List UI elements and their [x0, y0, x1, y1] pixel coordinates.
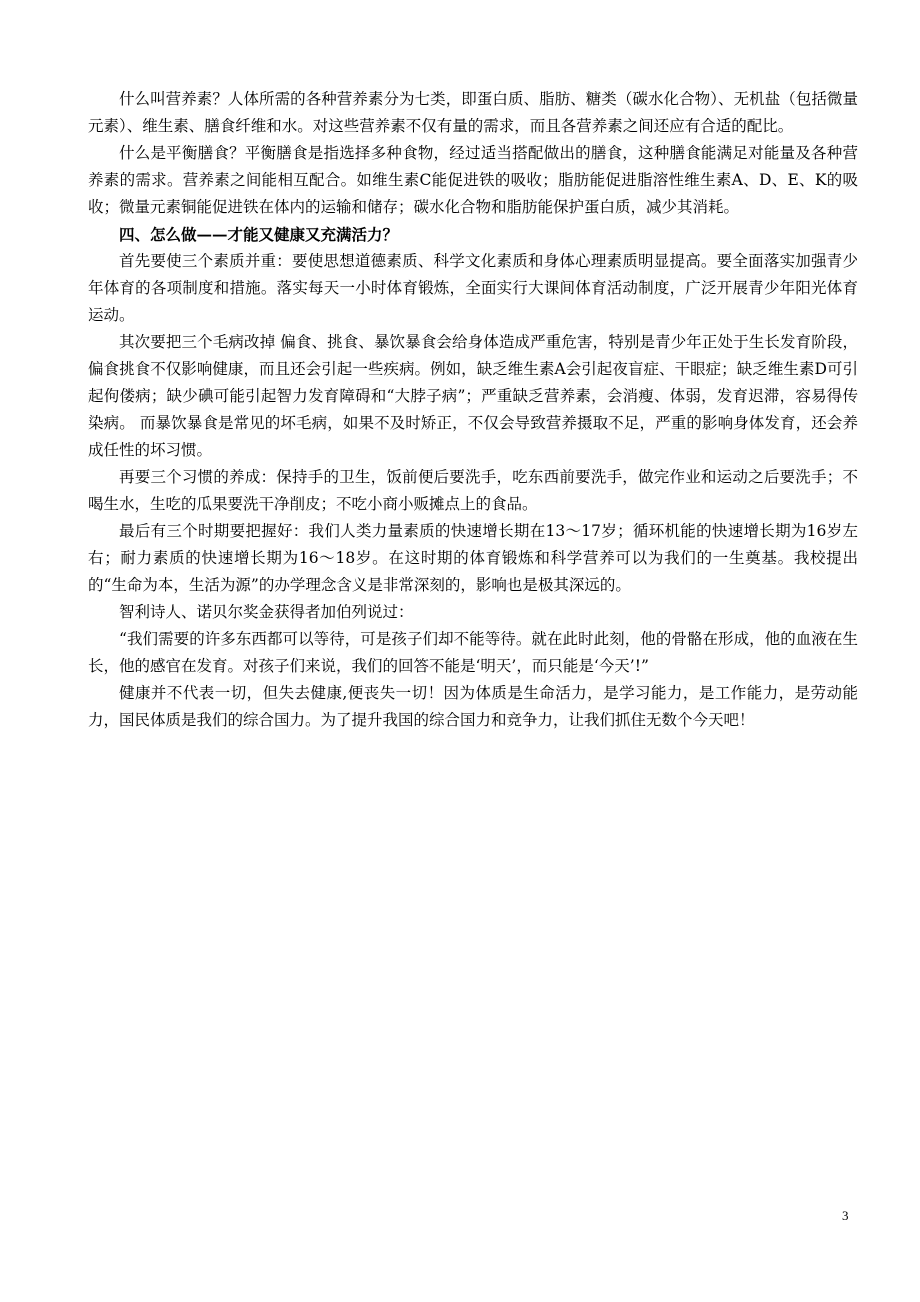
section-heading: 四、怎么做——才能又健康又充满活力？ [119, 225, 399, 244]
document-body [88, 86, 858, 734]
paragraph-balanced-diet: 什么是平衡膳食？平衡膳食是指选择多种食物，经过适当搭配做出的膳食，这种膳食能满足对能量及各种营养素的需求。营养素之间能相互配合。如维生素C能促进铁的吸收；脂肪能促进脂溶性维生素A、D、E、K的吸收；微量元素铜能促进铁在体内的运输和储存；碳水化合物和脂肪能保护蛋白质，减少其消耗。 [88, 144, 858, 216]
paragraph-quote-intro: 智利诗人、诺贝尔奖金获得者加伯列说过： [119, 603, 414, 621]
paragraph-three-qualities: 首先要使三个素质并重：要使思想道德素质、科学文化素质和身体心理素质明显提高。要全面落实加强青少年体育的各项制度和措施。落实每天一小时体育锻炼，全面实行大课间体育活动制度，广泛开展青少年阳光体育运动。 [88, 252, 858, 324]
paragraph-three-bad-habits: 其次要把三个毛病改掉 偏食、挑食、暴饮暴食会给身体造成严重危害，特别是青少年正处于生长发育阶段，偏食挑食不仅影响健康，而且还会引起一些疾病。例如，缺乏维生素A会引起夜盲症、干眼症；缺乏维生素D可引起佝偻病；缺少碘可能引起智力发育障碍和“大脖子病”；严重缺乏营养素，会消瘦、体弱，发育迟滞，容易得传染病。 而暴饮暴食是常见的坏毛病，如果不及时矫正，不仅会导致营养摄取不足，严重的影响身体发育，还会养成任性的坏习惯。 [88, 333, 858, 459]
paragraph-quote: “我们需要的许多东西都可以等待，可是孩子们却不能等待。就在此时此刻，他的骨骼在形成，他的血液在生长，他的感官在发育。对孩子们来说，我们的回答不能是‘明天’，而只能是‘今天’!” [88, 630, 858, 675]
paragraph-conclusion: 健康并不代表一切，但失去健康,便丧失一切！因为体质是生命活力，是学习能力，是工作能力，是劳动能力，国民体质是我们的综合国力。为了提升我国的综合国力和竞争力，让我们抓住无数个今天吧！ [88, 684, 858, 729]
paragraph-nutrients: 什么叫营养素？人体所需的各种营养素分为七类，即蛋白质、脂肪、糖类（碳水化合物）、无机盐（包括微量元素）、维生素、膳食纤维和水。对这些营养素不仅有量的需求，而且各营养素之间还应有合适的配比。 [88, 90, 858, 135]
paragraph-three-periods: 最后有三个时期要把握好：我们人类力量素质的快速增长期在13～17岁；循环机能的快速增长期为16岁左右；耐力素质的快速增长期为16～18岁。在这时期的体育锻炼和科学营养可以为我们的一生奠基。我校提出的“生命为本，生活为源”的办学理念含义是非常深刻的，影响也是极其深远的。 [88, 522, 858, 594]
paragraph-three-good-habits: 再要三个习惯的养成：保持手的卫生，饭前便后要洗手，吃东西前要洗手，做完作业和运动之后要洗手；不喝生水，生吃的瓜果要洗干净削皮；不吃小商小贩摊点上的食品。 [88, 468, 858, 513]
page-number: 3 [842, 1208, 849, 1223]
